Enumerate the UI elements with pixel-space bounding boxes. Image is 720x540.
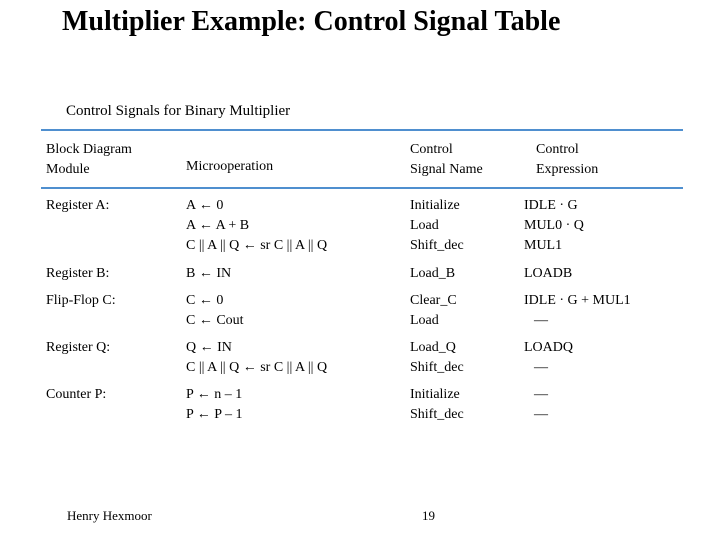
microoperation-line: C || A || Q ← sr C || A || Q [186, 360, 328, 375]
header-expression-line: Expression [536, 162, 599, 177]
expression-line: LOADB [524, 266, 573, 281]
table-row-module: Register Q: [46, 340, 111, 355]
expression-line: IDLE · G + MUL1 [524, 293, 631, 308]
expression-line: — [534, 360, 548, 375]
signal-name-line: Shift_dec [410, 238, 464, 253]
table-row-microoperations [186, 196, 327, 256]
microoperation-line: C ← 0 [186, 293, 224, 308]
table-row-signals [410, 196, 464, 256]
table-row-expressions [524, 196, 584, 256]
table-row-module: Counter P: [46, 387, 107, 402]
signal-name-line: Initialize [410, 198, 460, 213]
expression-line: LOADQ [524, 340, 573, 355]
footer-author: Henry Hexmoor [67, 508, 152, 523]
table-top-rule [41, 129, 683, 131]
table-caption: Control Signals for Binary Multiplier [66, 103, 291, 119]
signal-name-line: Load [410, 313, 439, 328]
microoperation-line: B ← IN [186, 266, 232, 281]
expression-line: IDLE · G [524, 198, 578, 213]
header-expression-line: Control [536, 142, 579, 157]
header-microoperation [186, 157, 273, 177]
table-row-microoperations [186, 264, 231, 284]
table-row-signals [410, 338, 464, 378]
table-row-module: Register A: [46, 198, 110, 213]
page-number: 19 [422, 508, 435, 523]
microoperation-line: C ← Cout [186, 313, 244, 328]
microoperation-line: Q ← IN [186, 340, 232, 355]
table-row-module: Flip-Flop C: [46, 293, 116, 308]
expression-line: — [534, 407, 548, 422]
header-module-line: Block Diagram [46, 142, 132, 157]
table-row-expressions [524, 291, 631, 331]
signal-name-line: Load_B [410, 266, 456, 281]
expression-line: MUL0 · Q [524, 218, 584, 233]
signal-name-line: Shift_dec [410, 407, 464, 422]
table-row-signals [410, 264, 455, 284]
expression-line: MUL1 [524, 238, 563, 253]
table-header-rule [41, 187, 683, 189]
table-row-expressions [524, 385, 548, 425]
header-expression [536, 140, 598, 180]
table-row-expressions [524, 264, 572, 284]
signal-name-line: Clear_C [410, 293, 457, 308]
table-row-signals [410, 385, 464, 425]
microoperation-line: P ← n – 1 [186, 387, 243, 402]
microoperation-line: A ← 0 [186, 198, 224, 213]
table-row-microoperations [186, 385, 243, 425]
signal-name-line: Initialize [410, 387, 460, 402]
table-row-microoperations [186, 291, 244, 331]
table-row-module: Register B: [46, 266, 110, 281]
header-microoperation-line: Microoperation [186, 159, 274, 174]
microoperation-line: P ← P – 1 [186, 407, 243, 422]
table-row-microoperations [186, 338, 327, 378]
expression-line: — [534, 313, 548, 328]
header-signal-name [410, 140, 483, 180]
signal-name-line: Load_Q [410, 340, 456, 355]
header-module-line: Module [46, 162, 90, 177]
expression-line: — [534, 387, 548, 402]
table-row-expressions [524, 338, 573, 378]
header-module [46, 140, 132, 180]
table-row-signals [410, 291, 457, 331]
header-signal-name-line: Control [410, 142, 453, 157]
page-title: Multiplier Example: Control Signal Table [62, 6, 561, 37]
microoperation-line: C || A || Q ← sr C || A || Q [186, 238, 328, 253]
signal-name-line: Shift_dec [410, 360, 464, 375]
header-signal-name-line: Signal Name [410, 162, 483, 177]
microoperation-line: A ← A + B [186, 218, 250, 233]
signal-name-line: Load [410, 218, 439, 233]
